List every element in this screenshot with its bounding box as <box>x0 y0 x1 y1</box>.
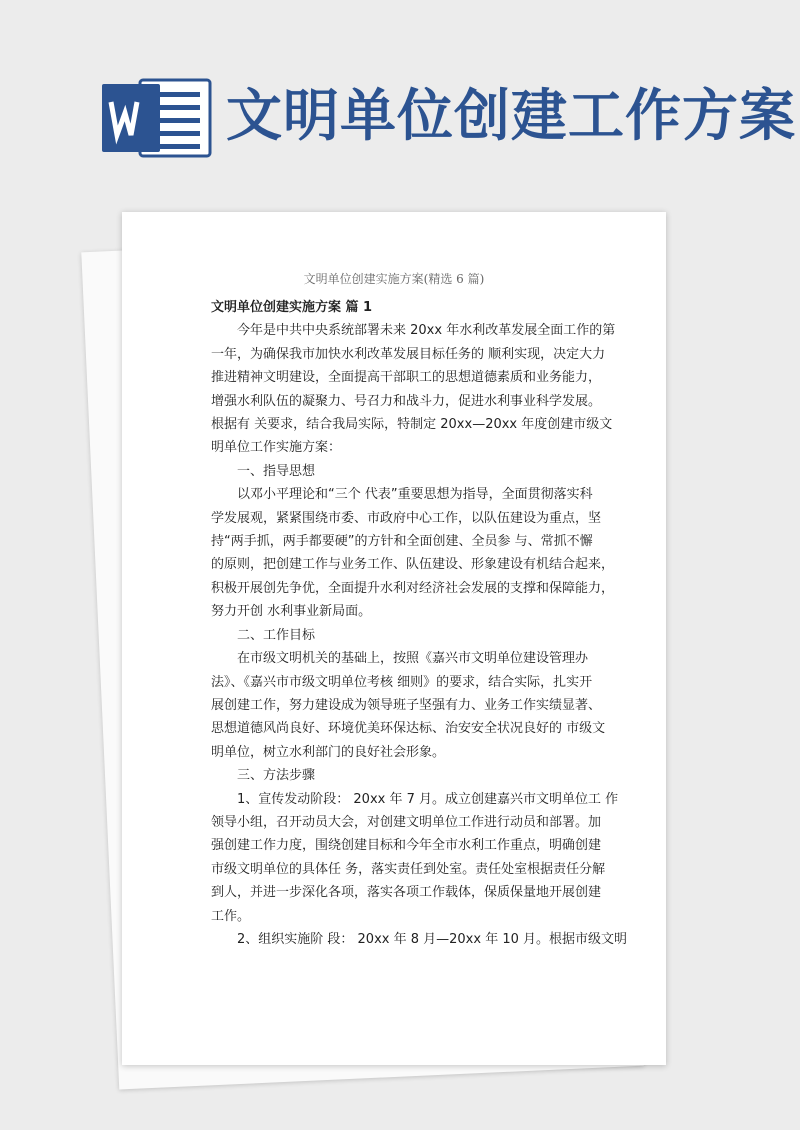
paragraph-line: 学发展观，紧紧围绕市委、市政府中心工作，以队伍建设为重点，坚 <box>211 510 602 526</box>
paragraph-line: 以邓小平理论和“三个 代表”重要思想为指导，全面贯彻落实科 <box>237 487 593 503</box>
paragraph-line: 二、工作目标 <box>237 627 316 643</box>
paragraph-line: 2、组织实施阶 段： 20xx 年 8 月—20xx 年 10 月。根据市级文明 <box>237 931 628 947</box>
paragraph-line: 明单位，树立水利部门的良好社会形象。 <box>211 744 446 760</box>
document-subtitle: 文明单位创建实施方案(精选 6 篇) <box>303 272 485 286</box>
paragraph-line: 今年是中共中央系统部署未来 20xx 年水利改革发展全面工作的第 <box>237 323 616 339</box>
word-icon <box>100 78 212 158</box>
paragraph-line: 的原则，把创建工作与业务工作、队伍建设、形象建设有机结合起来， <box>211 557 615 573</box>
paragraph-line: 积极开展创先争优，全面提升水利对经济社会发展的支撑和保障能力， <box>211 580 615 596</box>
paragraph-line: 三、方法步骤 <box>237 768 316 784</box>
banner-title: 文明单位创建工作方案 <box>226 83 796 149</box>
paragraph-line: 持“两手抓，两手都要硬”的方针和全面创建、全员参 与、常抓不懈 <box>211 534 593 550</box>
paragraph-line: 到人，并进一步深化各项，落实各项工作载体，保质保量地开展创建 <box>211 885 602 901</box>
section-heading: 文明单位创建实施方案 篇 1 <box>211 300 373 315</box>
paragraph-line: 1、宣传发动阶段： 20xx 年 7 月。成立创建嘉兴市文明单位工 作 <box>237 791 619 807</box>
document-body <box>211 296 628 951</box>
paragraph-line: 在市级文明机关的基础上，按照《嘉兴市文明单位建设管理办 <box>237 651 589 667</box>
document-lines <box>211 319 628 951</box>
paragraph-line: 法》、《嘉兴市市级文明单位考核 细则》的要求，结合实际，扎实开 <box>211 674 593 690</box>
paragraph-line: 领导小组，召开动员大会，对创建文明单位工作进行动员和部署。加 <box>211 814 602 830</box>
paragraph-line: 工作。 <box>211 908 251 924</box>
paragraph-line: 思想道德风尚良好、环境优美环保达标、治安安全状况良好的 市级文 <box>211 721 606 737</box>
document-page <box>122 212 666 1065</box>
paragraph-line: 一、指导思想 <box>237 463 316 479</box>
paragraph-line: 展创建工作，努力建设成为领导班子坚强有力、业务工作实绩显著、 <box>211 697 602 713</box>
paragraph-line: 增强水利队伍的凝聚力、号召力和战斗力，促进水利事业科学发展。 <box>211 393 602 409</box>
paragraph-line: 市级文明单位的具体任 务，落实责任到处室。责任处室根据责任分解 <box>211 861 606 877</box>
paragraph-line: 推进精神文明建设，全面提高干部职工的思想道德素质和业务能力， <box>211 370 602 386</box>
paragraph-line: 明单位工作实施方案： <box>211 440 342 456</box>
paragraph-line: 努力开创 水利事业新局面。 <box>211 604 372 620</box>
paragraph-line: 根据有 关要求，结合我局实际，特制定 20xx—20xx 年度创建市级文 <box>211 417 613 433</box>
paragraph-line: 一年，为确保我市加快水利改革发展目标任务的 顺利实现，决定大力 <box>211 346 606 362</box>
paragraph-line: 强创建工作力度，围绕创建目标和今年全市水利工作重点，明确创建 <box>211 838 602 854</box>
